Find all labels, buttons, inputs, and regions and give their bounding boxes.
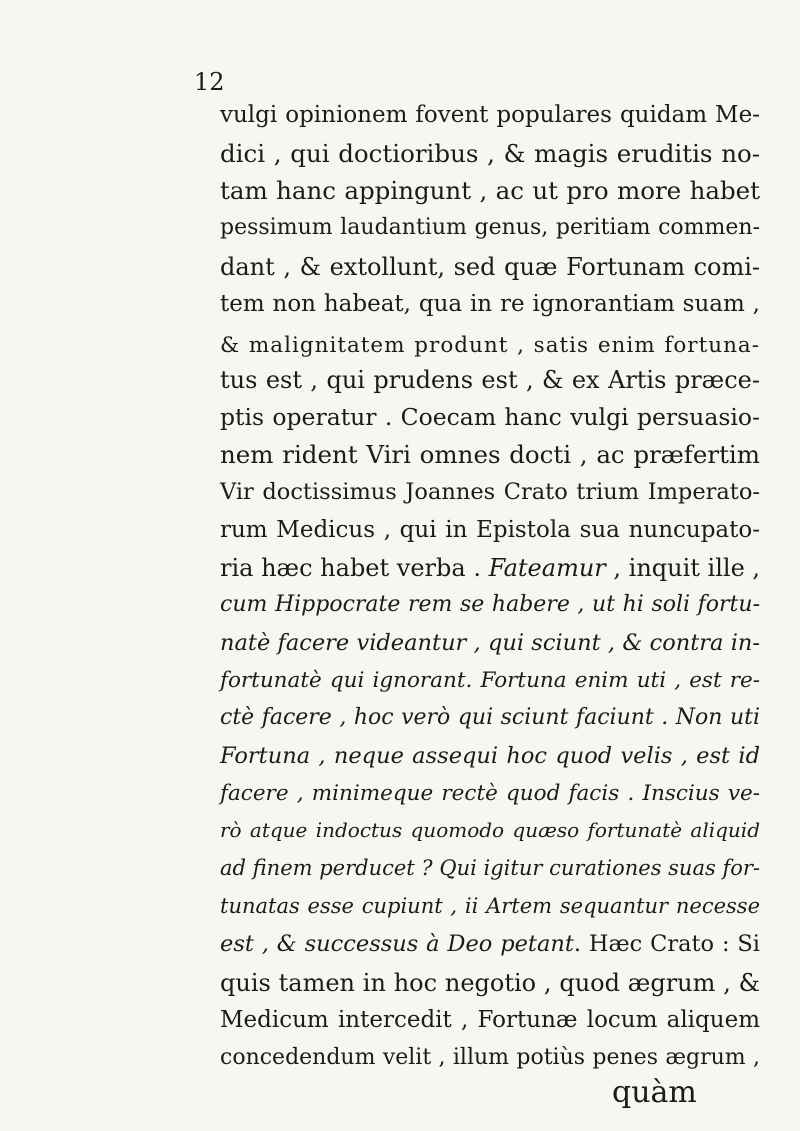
text-segment: rò atque indoctus quomodo quæso fortunatè aliquid	[220, 818, 760, 843]
text-line	[220, 780, 760, 806]
text-line	[220, 481, 760, 504]
text-line	[220, 707, 760, 729]
text-segment: & malignitatem produnt , satis enim fortuna-	[220, 333, 760, 359]
text-segment: concedendum velit , illum potiùs penes ægrum ,	[220, 1044, 760, 1070]
text-segment: . Hæc Crato : Si	[573, 931, 760, 958]
catchword: quàm	[612, 1075, 697, 1110]
text-line	[220, 217, 760, 239]
text-segment: ria hæc habet verba .	[220, 554, 489, 583]
text-segment: ptis operatur . Coecam hanc vulgi persuasio-	[220, 402, 760, 431]
text-segment: nem rident Viri omnes docti , ac præfertim	[220, 440, 760, 470]
text-segment: ad finem perducet ? Qui igitur curationes suas for-	[220, 856, 760, 880]
text-segment: cum Hippocrate rem se habere , ut hi soli fortu-	[220, 592, 760, 618]
text-segment: Medicum intercedit , Fortunæ locum aliquem	[220, 1006, 760, 1033]
text-line	[220, 1006, 760, 1033]
text-line	[220, 594, 760, 616]
text-segment: rum Medicus , qui in Epistola sua nuncupato-	[220, 516, 760, 543]
text-line	[220, 440, 760, 470]
text-segment: est , & successus à Deo petant	[220, 931, 574, 958]
text-segment: Fortuna , neque assequi hoc quod velis , est id	[220, 742, 760, 769]
text-line	[220, 554, 761, 583]
text-segment: tem non habeat, qua in re ignorantiam suam ,	[220, 290, 760, 317]
text-segment: tunatas esse cupiunt , ii Artem sequantur necesse	[220, 893, 760, 918]
text-line	[220, 335, 760, 357]
text-line	[220, 893, 760, 918]
text-line	[220, 818, 760, 843]
text-line	[220, 176, 760, 206]
text-segment: tam hanc appingunt , ac ut pro more habet	[220, 176, 760, 206]
text-line	[220, 104, 760, 127]
text-line	[220, 365, 760, 394]
text-line	[220, 138, 760, 168]
text-segment: fortunatè qui ignorant. Fortuna enim uti , est re-	[220, 667, 760, 693]
text-line	[220, 969, 760, 998]
text-segment: , inquit ille ,	[605, 554, 761, 583]
text-line	[220, 402, 760, 431]
text-segment: Fateamur	[488, 554, 606, 583]
text-line	[220, 667, 760, 693]
text-segment: tus est , qui prudens est , & ex Artis præce-	[220, 365, 760, 394]
text-segment: natè facere videantur , qui sciunt , & contra in-	[220, 629, 760, 656]
text-segment: vulgi opinionem fovent populares quidam Me-	[220, 102, 760, 128]
text-segment: Vir doctissimus Joannes Crato trium Imperato-	[220, 479, 760, 505]
text-line	[220, 1044, 760, 1070]
text-segment: ctè facere , hoc verò qui sciunt faciunt . Non uti	[220, 705, 760, 731]
text-segment: quis tamen in hoc negotio , quod ægrum , &	[220, 969, 760, 998]
text-segment: facere , minimeque rectè quod facis . Inscius ve-	[220, 780, 760, 806]
text-line	[220, 252, 760, 281]
text-line	[220, 290, 760, 317]
text-segment: dici , qui doctioribus , & magis eruditis no-	[220, 138, 760, 168]
text-line	[220, 629, 760, 656]
text-segment: dant , & extollunt, sed quæ Fortunam comi-	[220, 252, 760, 281]
text-line	[220, 516, 760, 543]
text-line	[220, 742, 760, 769]
text-line	[220, 858, 760, 879]
page-number: 12	[194, 68, 225, 96]
text-line	[220, 933, 760, 956]
text-segment: pessimum laudantium genus, peritiam commen-	[220, 215, 760, 241]
